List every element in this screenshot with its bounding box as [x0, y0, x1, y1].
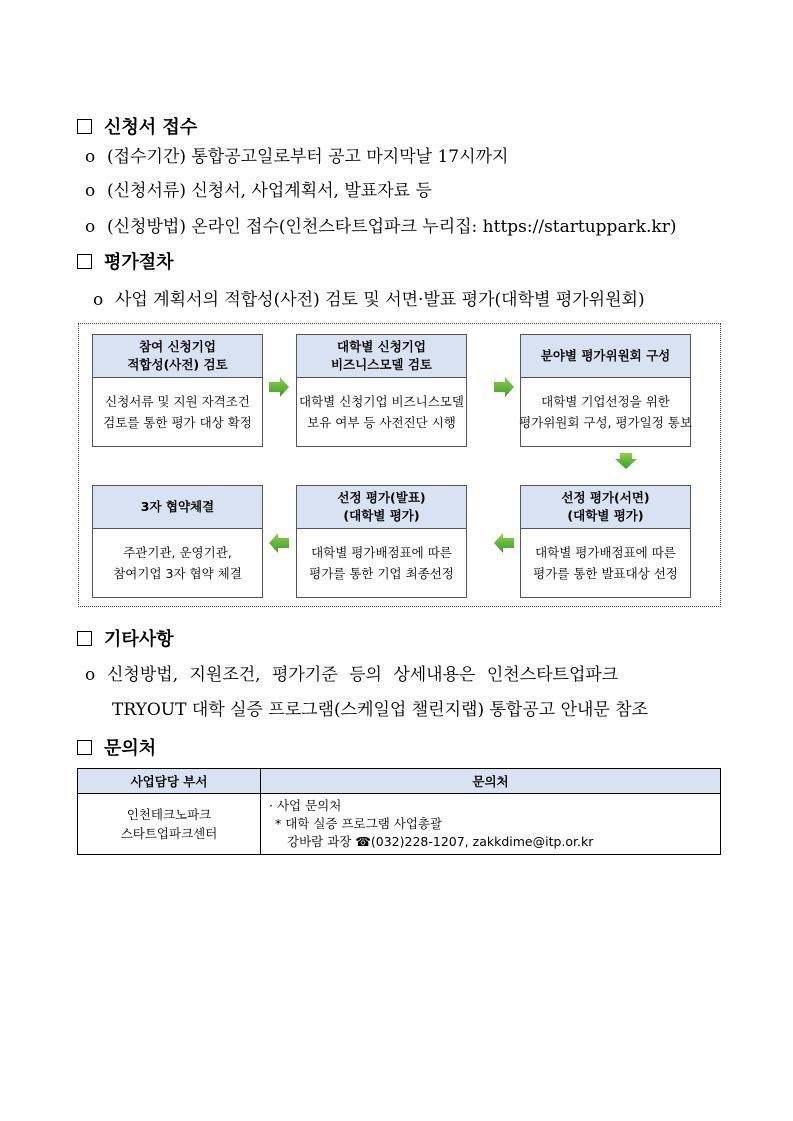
arrow-right-icon [268, 376, 290, 398]
department-cell: 인천테크노파크 스타트업파크센터 [78, 794, 261, 855]
arrow-right-icon [493, 376, 515, 398]
table-row [78, 794, 721, 855]
arrow-left-icon [268, 532, 290, 554]
flow-step-2: 대학별 신청기업 비즈니스모델 검토 대학별 신청기업 비즈니스모델 보유 여부 등 사전진단 시행 [296, 334, 467, 447]
header-department: 사업담당 부서 [78, 769, 261, 794]
arrow-left-icon [493, 532, 515, 554]
apply-item-period: o (접수기간) 통합공고일로부터 공고 마지막날 17시까지 [85, 147, 509, 167]
section-evaluation-title: 평가절차 [77, 248, 174, 274]
section-contact-title: 문의처 [77, 734, 156, 760]
section-etc-title: 기타사항 [77, 625, 174, 651]
flow-step-1: 참여 신청기업 적합성(사전) 검토 신청서류 및 지원 자격조건 검토를 통한 평가 대상 확정 [92, 334, 263, 447]
section-apply-title: 신청서 접수 [77, 113, 197, 139]
checkbox-square-icon [77, 740, 92, 755]
header-contact: 문의처 [261, 769, 721, 794]
contact-info-cell: · 사업 문의처 * 대학 실증 프로그램 사업총괄 강바람 과장 ☎(032)228-1207, zakkdime@itp.or.kr [261, 794, 721, 855]
table-header-row [78, 769, 721, 794]
apply-item-method: o (신청방법) 온라인 접수(인천스타트업파크 누리집: https://startuppark.kr) [85, 217, 677, 237]
contact-table [77, 768, 721, 855]
evaluation-item: o 사업 계획서의 적합성(사전) 검토 및 서면·발표 평가(대학별 평가위원회) [93, 290, 645, 310]
arrow-down-icon [614, 452, 638, 470]
flow-step-6: 3자 협약체결 주관기관, 운영기관, 참여기업 3자 협약 체결 [92, 485, 263, 598]
checkbox-square-icon [77, 254, 92, 269]
apply-item-documents: o (신청서류) 신청서, 사업계획서, 발표자료 등 [85, 181, 432, 201]
checkbox-square-icon [77, 119, 92, 134]
flow-step-4: 선정 평가(서면) (대학별 평가) 대학별 평가배점표에 따른 평가를 통한 발표대상 선정 [520, 485, 691, 598]
checkbox-square-icon [77, 631, 92, 646]
etc-item-line2: TRYOUT 대학 실증 프로그램(스케일업 챌린지랩) 통합공고 안내문 참조 [112, 700, 649, 720]
etc-item-line1: o 신청방법, 지원조건, 평가기준 등의 상세내용은 인천스타트업파크 [85, 665, 619, 685]
flow-step-5: 선정 평가(발표) (대학별 평가) 대학별 평가배점표에 따른 평가를 통한 기업 최종선정 [296, 485, 467, 598]
evaluation-flow-diagram [78, 323, 721, 607]
flow-step-3: 분야별 평가위원회 구성 대학별 기업선정을 위한 평가위원회 구성, 평가일정 통보 [520, 334, 691, 447]
